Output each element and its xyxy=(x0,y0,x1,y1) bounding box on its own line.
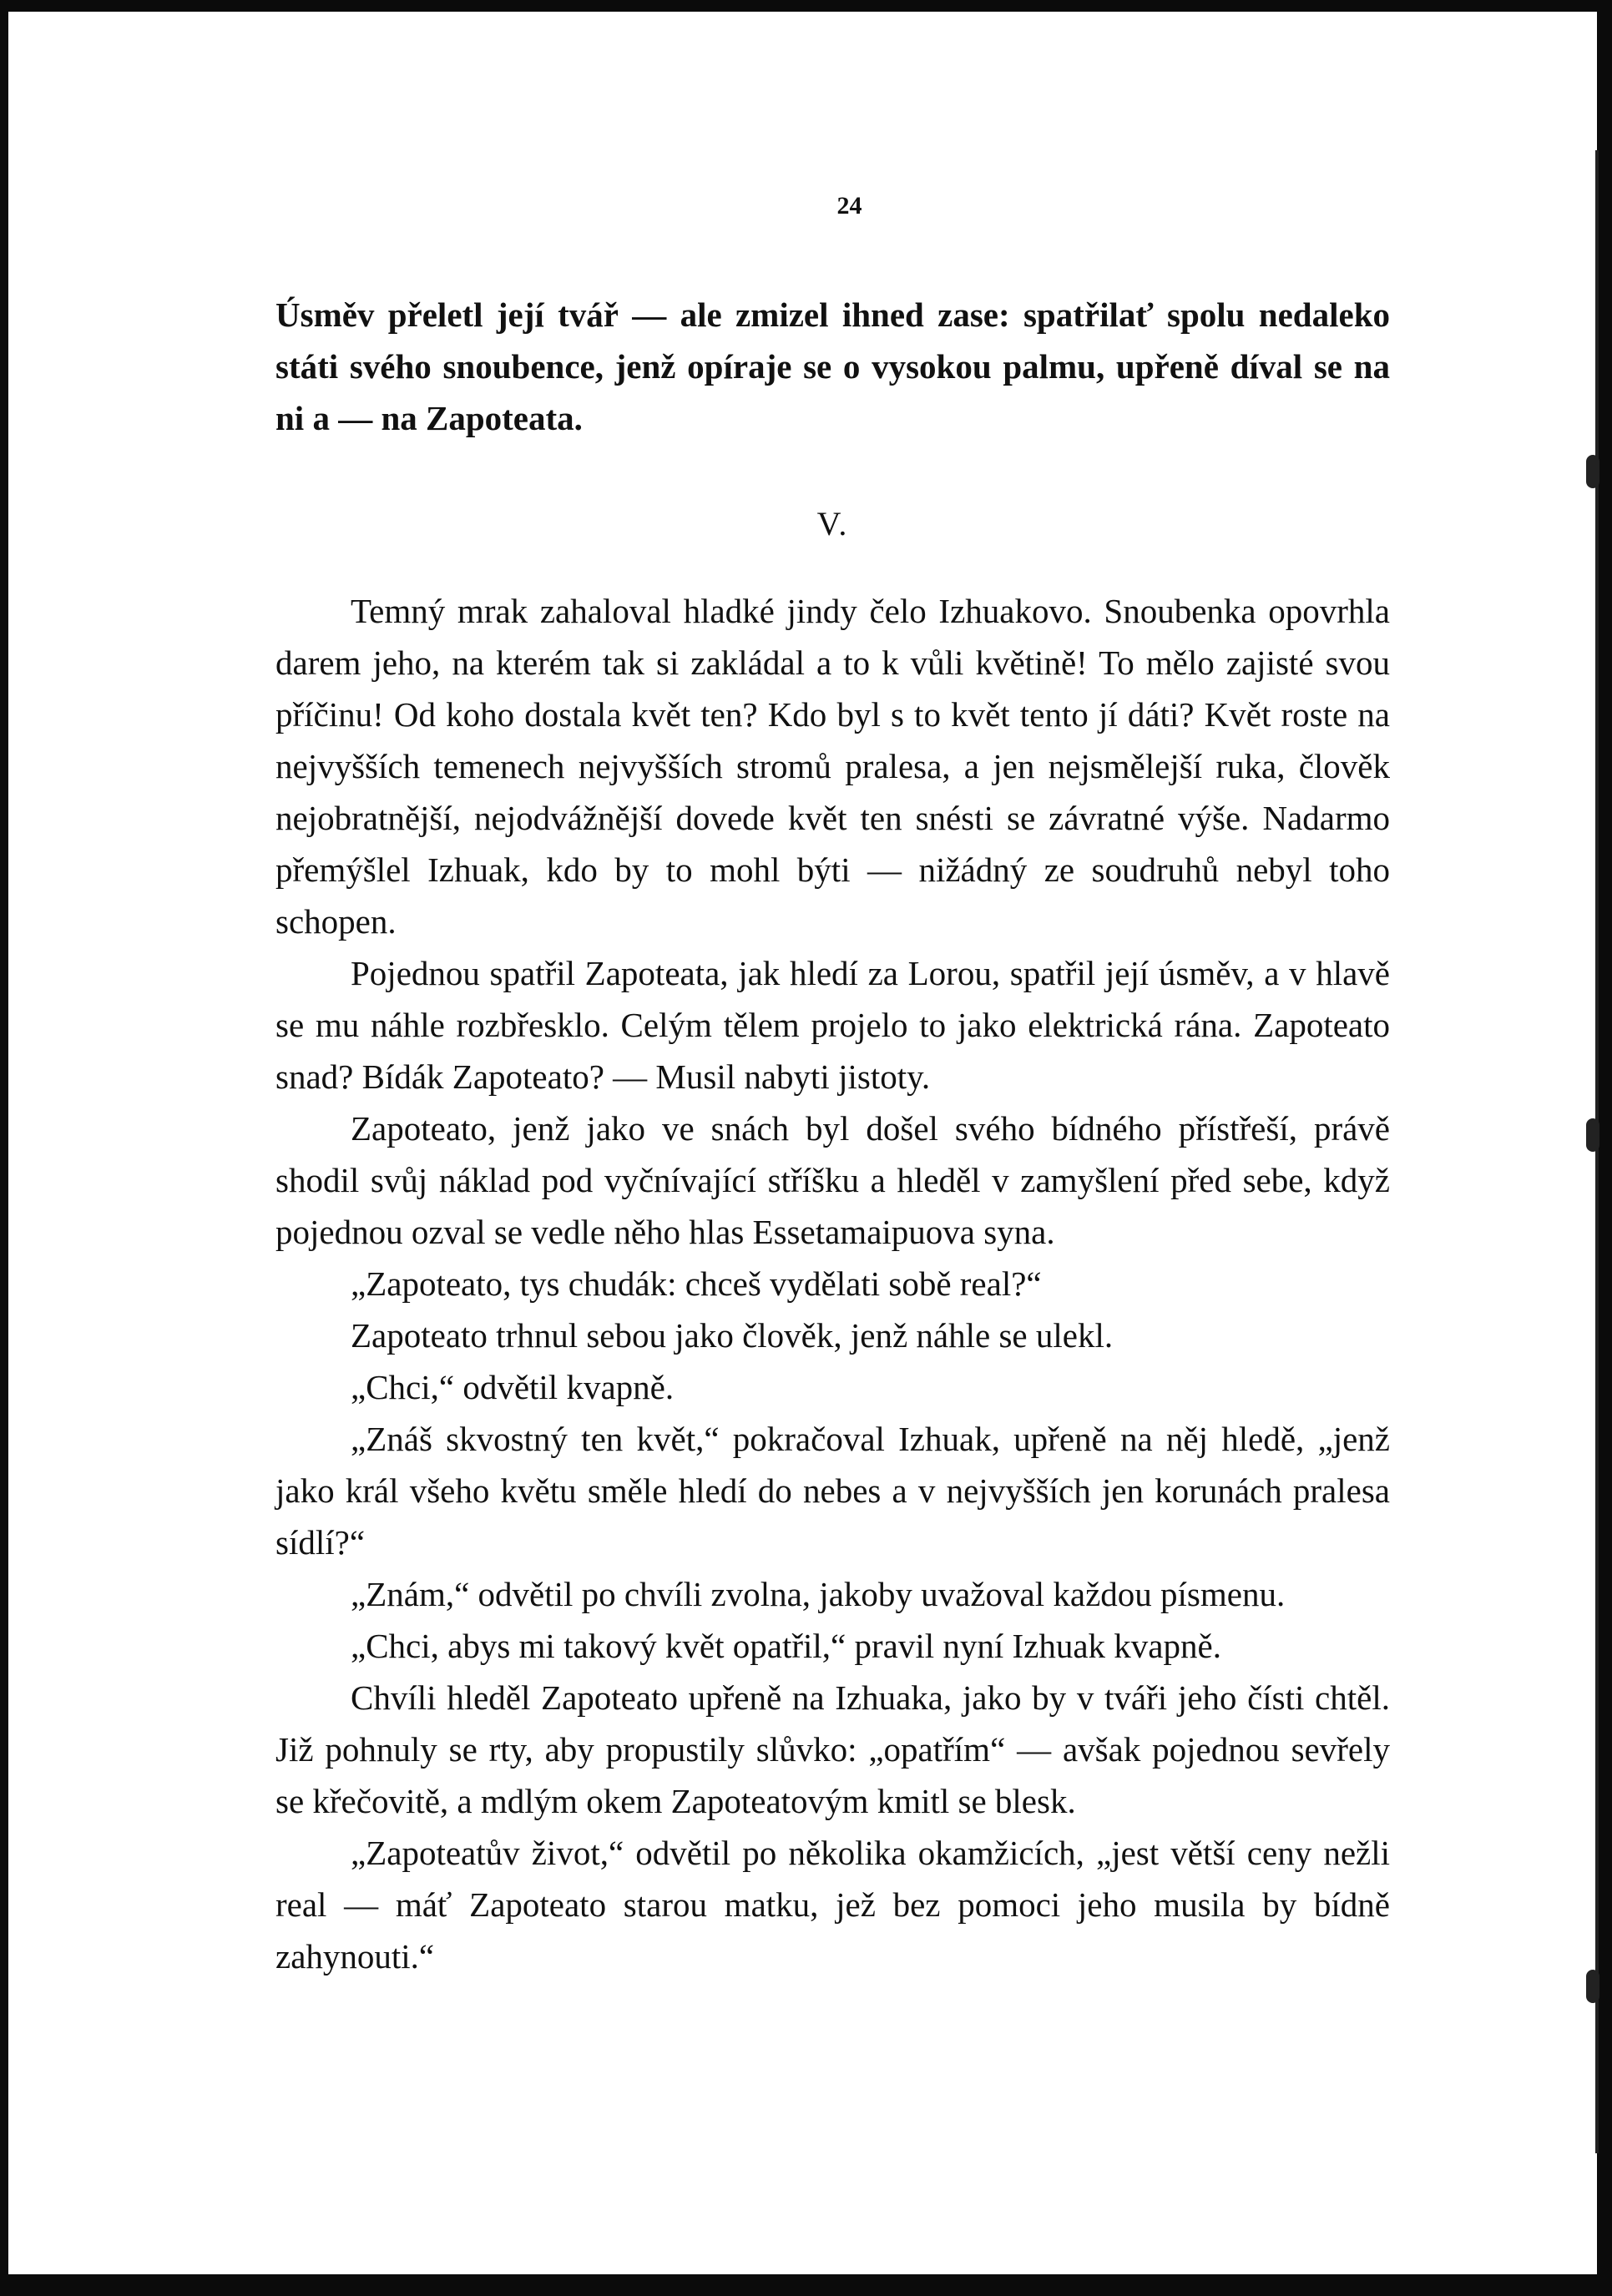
page-number: 24 xyxy=(836,192,862,220)
binding-edge xyxy=(1595,150,1599,2153)
binding-mark xyxy=(1586,1970,1599,2003)
paragraph: „Chci, abys mi takový květ opatřil,“ pravil nyní Izhuak kvapně. xyxy=(351,1627,1221,1665)
binding-mark xyxy=(1586,455,1599,488)
paragraph: „Znám,“ odvětil po chvíli zvolna, jakoby uvažoval každou písmenu. xyxy=(351,1575,1286,1613)
paragraph: „Zapoteatův život,“ odvětil po několika okamžicích, „jest větší ceny nežli real — máť Zapoteato starou matku, jež bez pomoci jeho musila by bídně zahynouti.“ xyxy=(275,1834,1390,1976)
chapter-heading: V. xyxy=(816,505,849,542)
paragraph: „Znáš skvostný ten květ,“ pokračoval Izhuak, upřeně na něj hledě, „jenž jako král všeho květu směle hledí do nebes a v nejvyšších jen korunách pralesa sídlí?“ xyxy=(275,1420,1390,1562)
page-body xyxy=(275,192,1390,1982)
paragraph: Zapoteato, jenž jako ve snách byl došel svého bídného přístřeší, právě shodil svůj náklad pod vyčnívající stříšku a hleděl v zamyšlení před sebe, když pojednou ozval se vedle něho hlas Essetamaipuova syna. xyxy=(275,1109,1390,1251)
paragraph: Zapoteato trhnul sebou jako člověk, jenž náhle se ulekl. xyxy=(351,1316,1114,1355)
paragraph: „Chci,“ odvětil kvapně. xyxy=(351,1368,675,1406)
binding-mark xyxy=(1586,1118,1599,1152)
paragraph: Úsměv přeletl její tvář — ale zmizel ihned zase: spatřilať spolu nedaleko státi svého snoubence, jenž opíraje se o vysokou palmu, upřeně díval se na ni a — na Zapoteata. xyxy=(275,295,1390,437)
paragraph: Chvíli hleděl Zapoteato upřeně na Izhuaka, jako by v tváři jeho čísti chtěl. Již pohnuly se rty, aby propustily slůvko: „opatřím“ — avšak pojednou sevřely se křečovitě, a mdlým okem Zapoteatovým kmitl se blesk. xyxy=(275,1678,1390,1820)
paragraph: Pojednou spatřil Zapoteata, jak hledí za Lorou, spatřil její úsměv, a v hlavě se mu náhle rozbřesklo. Celým tělem projelo to jako elektrická rána. Zapoteato snad? Bídák Zapoteato? — Musil nabyti jistoty. xyxy=(275,954,1390,1096)
paragraph: Temný mrak zahaloval hladké jindy čelo Izhuakovo. Snoubenka opovrhla darem jeho, na kterém tak si zakládal a to k vůli květině! To mělo zajisté svou příčinu! Od koho dostala květ ten? Kdo byl s to květ tento jí dáti? Květ roste na nejvyšších temenech nejvyšších stromů pralesa, a jen nejsmělejší ruka, člověk nejobratnější, nejodvážnější dovede květ ten snésti se závratné výše. Nadarmo přemýšlel Izhuak, kdo by to mohl býti — nižádný ze soudruhů nebyl toho schopen. xyxy=(275,592,1390,941)
paragraph: „Zapoteato, tys chudák: chceš vydělati sobě real?“ xyxy=(351,1264,1042,1303)
